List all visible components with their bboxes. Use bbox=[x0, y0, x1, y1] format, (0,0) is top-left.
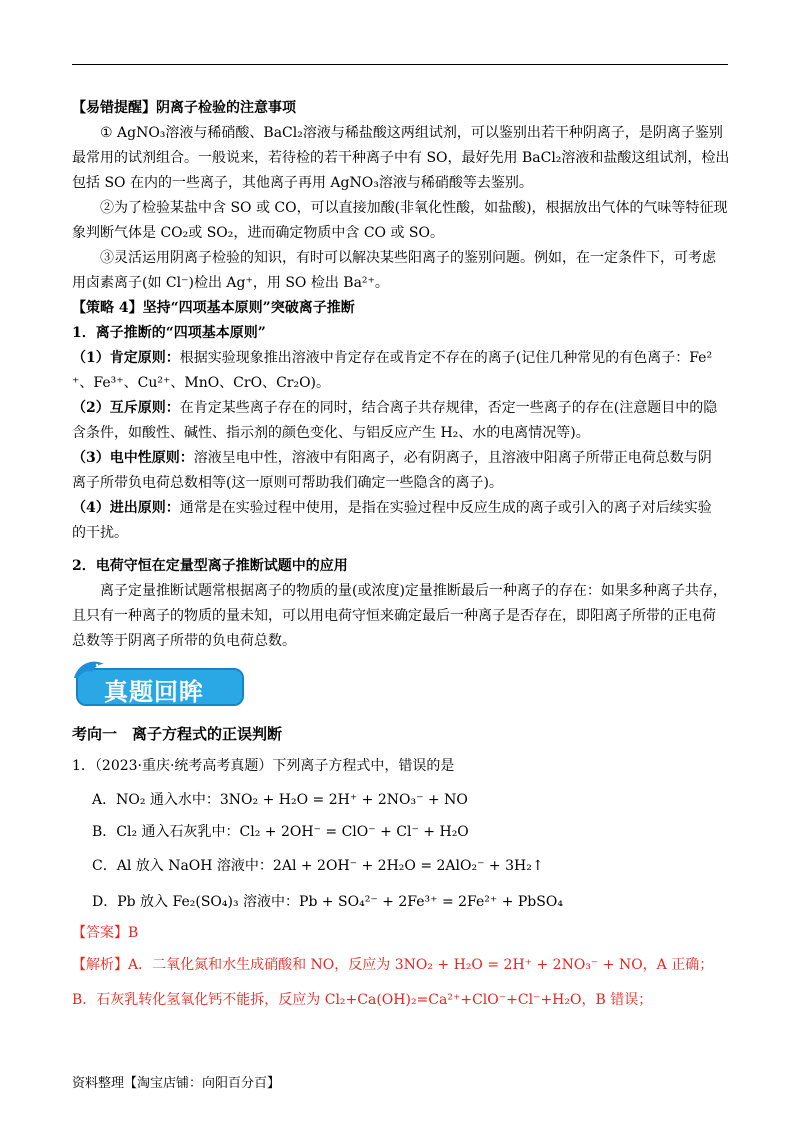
strategy-heading: 【策略 4】坚持“四项基本原则”突破离子推断 bbox=[72, 300, 355, 316]
tip-paragraph-1b: 最常用的试剂组合。一般说来，若待检的若干种离子中有 SO，最好先用 BaCl₂溶液和盐酸这组试剂，检出 bbox=[72, 150, 730, 166]
rule-2-line-b: 含条件，如酸性、碱性、指示剂的颜色变化、与铝反应产生 H₂、水的电离情况等)。 bbox=[72, 425, 590, 441]
rule-2-text: 在肯定某些离子存在的同时，结合离子共存规律，否定一些离子的存在(注意题目中的隐 bbox=[179, 400, 718, 416]
option-b: B．Cl₂ 通入石灰乳中：Cl₂ + 2OH⁻ = ClO⁻ + Cl⁻ + H₂O bbox=[92, 824, 469, 840]
option-a: A．NO₂ 通入水中：3NO₂ + H₂O = 2H⁺ + 2NO₃⁻ + NO bbox=[92, 792, 468, 808]
rule-3-label: （3）电中性原则： bbox=[72, 450, 194, 466]
strategy-paragraph-b: 且只有一种离子的物质的量未知，可以用电荷守恒来确定最后一种离子是否存在，即阳离子所带的正电荷 bbox=[72, 608, 716, 624]
analysis-line-2: B．石灰乳转化氢氧化钙不能拆，反应为 Cl₂+Ca(OH)₂=Ca²⁺+ClO⁻+Cl⁻+H₂O，B 错误； bbox=[72, 992, 653, 1008]
section-heading: 考向一 离子方程式的正误判断 bbox=[72, 725, 283, 743]
question-stem: 1．（2023·重庆·统考高考真题）下列离子方程式中，错误的是 bbox=[72, 758, 455, 774]
rule-2-line-a bbox=[72, 398, 732, 418]
strategy-paragraph-a: 离子定量推断试题常根据离子的物质的量(或浓度)定量推断最后一种离子的存在：如果多种离子共存， bbox=[100, 583, 727, 599]
rule-4-line-a bbox=[72, 498, 732, 518]
tip-paragraph-2a: ②为了检验某盐中含 SO 或 CO，可以直接加酸(非氧化性酸，如盐酸)，根据放出气体的气味等特征现 bbox=[100, 200, 728, 216]
rule-1-line-a bbox=[72, 348, 732, 368]
strategy-subheading-2: 2．电荷守恒在定量型离子推断试题中的应用 bbox=[72, 558, 348, 574]
tip-paragraph-3b: 用卤素离子(如 Cl⁻)检出 Ag⁺，用 SO 检出 Ba²⁺。 bbox=[72, 275, 389, 291]
rule-1-text: 根据实验现象推出溶液中肯定存在或肯定不存在的离子(记住几种常见的有色离子：Fe² bbox=[179, 350, 713, 366]
header-rule bbox=[72, 64, 728, 65]
rule-4-label: （4）进出原则： bbox=[72, 500, 180, 516]
option-d: D．Pb 放入 Fe₂(SO₄)₃ 溶液中：Pb + SO₄²⁻ + 2Fe³⁺ = 2Fe²⁺ + PbSO₄ bbox=[92, 894, 563, 910]
rule-1-label: （1）肯定原则： bbox=[72, 350, 180, 366]
rule-4-line-b: 的干扰。 bbox=[72, 525, 128, 541]
rule-1-line-b: ⁺、Fe³⁺、Cu²⁺、MnO、CrO、Cr₂O)。 bbox=[72, 375, 331, 391]
banner-text: 真题回眸 bbox=[104, 678, 204, 706]
tip-paragraph-1a: ① AgNO₃溶液与稀硝酸、BaCl₂溶液与稀盐酸这两组试剂，可以鉴别出若干种阴离子，是阴离子鉴别 bbox=[100, 125, 723, 141]
strategy-paragraph-c: 总数等于阴离子所带的负电荷总数。 bbox=[72, 633, 296, 649]
tip-heading: 【易错提醒】阴离子检验的注意事项 bbox=[72, 100, 296, 116]
tip-paragraph-1c: 包括 SO 在内的一些离子，其他离子再用 AgNO₃溶液与稀硝酸等去鉴别。 bbox=[72, 175, 533, 191]
rule-3-line-a bbox=[72, 448, 732, 468]
answer: 【答案】B bbox=[72, 925, 139, 941]
footer: 资料整理【淘宝店铺：向阳百分百】 bbox=[72, 1076, 281, 1091]
strategy-subheading-1: 1．离子推断的“四项基本原则” bbox=[72, 325, 266, 341]
analysis-line-1: 【解析】A．二氧化氮和水生成硝酸和 NO，反应为 3NO₂ + H₂O = 2H⁺ + 2NO₃⁻ + NO，A 正确； bbox=[72, 957, 714, 973]
tip-paragraph-2b: 象判断气体是 CO₂或 SO₂，进而确定物质中含 CO 或 SO。 bbox=[72, 225, 444, 241]
rule-3-line-b: 离子所带负电荷总数相等(这一原则可帮助我们确定一些隐含的离子)。 bbox=[72, 475, 503, 491]
option-c: C．Al 放入 NaOH 溶液中：2Al + 2OH⁻ + 2H₂O = 2AlO₂⁻ + 3H₂↑ bbox=[92, 858, 544, 874]
tip-paragraph-3a: ③灵活运用阴离子检验的知识，有时可以解决某些阳离子的鉴别问题。例如，在一定条件下，可考虑 bbox=[100, 250, 716, 266]
section-banner bbox=[70, 656, 242, 708]
rule-2-label: （2）互斥原则： bbox=[72, 400, 180, 416]
rule-4-text: 通常是在实验过程中使用，是指在实验过程中反应生成的离子或引入的离子对后续实验 bbox=[179, 500, 712, 516]
rule-3-text: 溶液呈电中性，溶液中有阳离子，必有阴离子，且溶液中阳离子所带正电荷总数与阴 bbox=[193, 450, 712, 466]
